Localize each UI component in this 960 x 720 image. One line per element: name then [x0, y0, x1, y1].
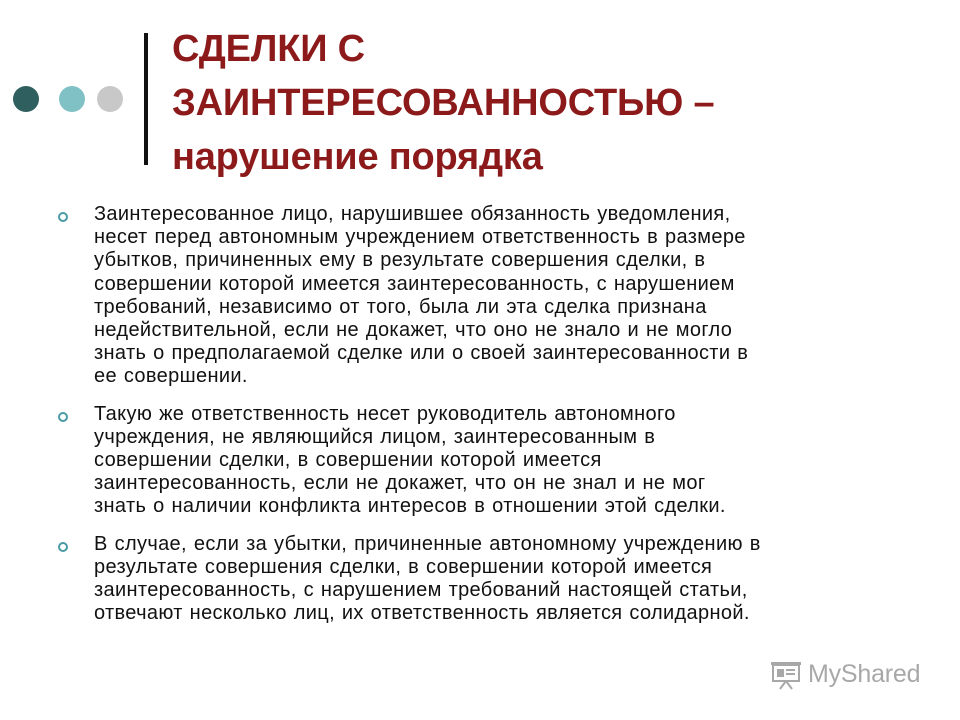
bullet-text: [94, 403, 917, 519]
title-line-1: СДЕЛКИ С: [172, 28, 365, 70]
bullet-line: результате совершения сделки, в совершении которой имеется: [94, 555, 713, 578]
watermark-logo: [768, 656, 920, 692]
bullet-ring-icon: [58, 412, 68, 422]
bullet-line: заинтересованность, с нарушением требований настоящей статьи,: [94, 579, 748, 602]
title-line-2: ЗАИНТЕРЕСОВАННОСТЬЮ –: [172, 82, 715, 124]
projector-screen-icon: [768, 656, 804, 692]
decor-dot-dark: [13, 86, 39, 112]
watermark-text: MyShared: [808, 659, 921, 688]
slide-title: [172, 22, 932, 184]
bullet-line: знать о наличии конфликта интересов в отношении этой сделки.: [94, 495, 726, 518]
bullet-line: убытков, причиненных ему в результате совершения сделки, в: [94, 249, 706, 272]
bullet-item-1: [57, 203, 917, 389]
bullet-item-2: [57, 403, 917, 519]
decor-dot-teal: [59, 86, 85, 112]
bullet-text: [94, 203, 917, 389]
bullet-line: знать о предполагаемой сделке или о своей заинтересованности в: [94, 342, 749, 365]
title-line-3: нарушение порядка: [172, 136, 543, 178]
bullet-list: [57, 203, 917, 639]
bullet-line: совершении которой имеется заинтересованность, с нарушением: [94, 272, 735, 295]
bullet-line: требований, независимо от того, была ли эта сделка признана: [94, 295, 707, 318]
bullet-line: совершении сделки, в совершении которой имеется: [94, 449, 602, 472]
bullet-ring-icon: [58, 212, 68, 222]
bullet-line: учреждения, не являющийся лицом, заинтересованным в: [94, 425, 656, 448]
bullet-line: недействительной, если не докажет, что оно не знало и не могло: [94, 319, 733, 342]
bullet-ring-icon: [58, 542, 68, 552]
bullet-line: Заинтересованное лицо, нарушившее обязанность уведомления,: [94, 203, 731, 225]
bullet-line: несет перед автономным учреждением ответственность в размере: [94, 226, 746, 249]
bullet-line: ее совершении.: [94, 365, 248, 388]
bullet-line: заинтересованность, если не докажет, что он не знал и не мог: [94, 472, 706, 495]
bullet-line: Такую же ответственность несет руководитель автономного: [94, 402, 676, 425]
bullet-line: В случае, если за убытки, причиненные автономному учреждению в: [94, 532, 761, 555]
bullet-item-3: [57, 533, 917, 626]
title-divider: [144, 33, 148, 165]
decor-dot-gray: [97, 86, 123, 112]
bullet-line: отвечают несколько лиц, их ответственность является солидарной.: [94, 602, 750, 625]
bullet-text: [94, 533, 917, 626]
